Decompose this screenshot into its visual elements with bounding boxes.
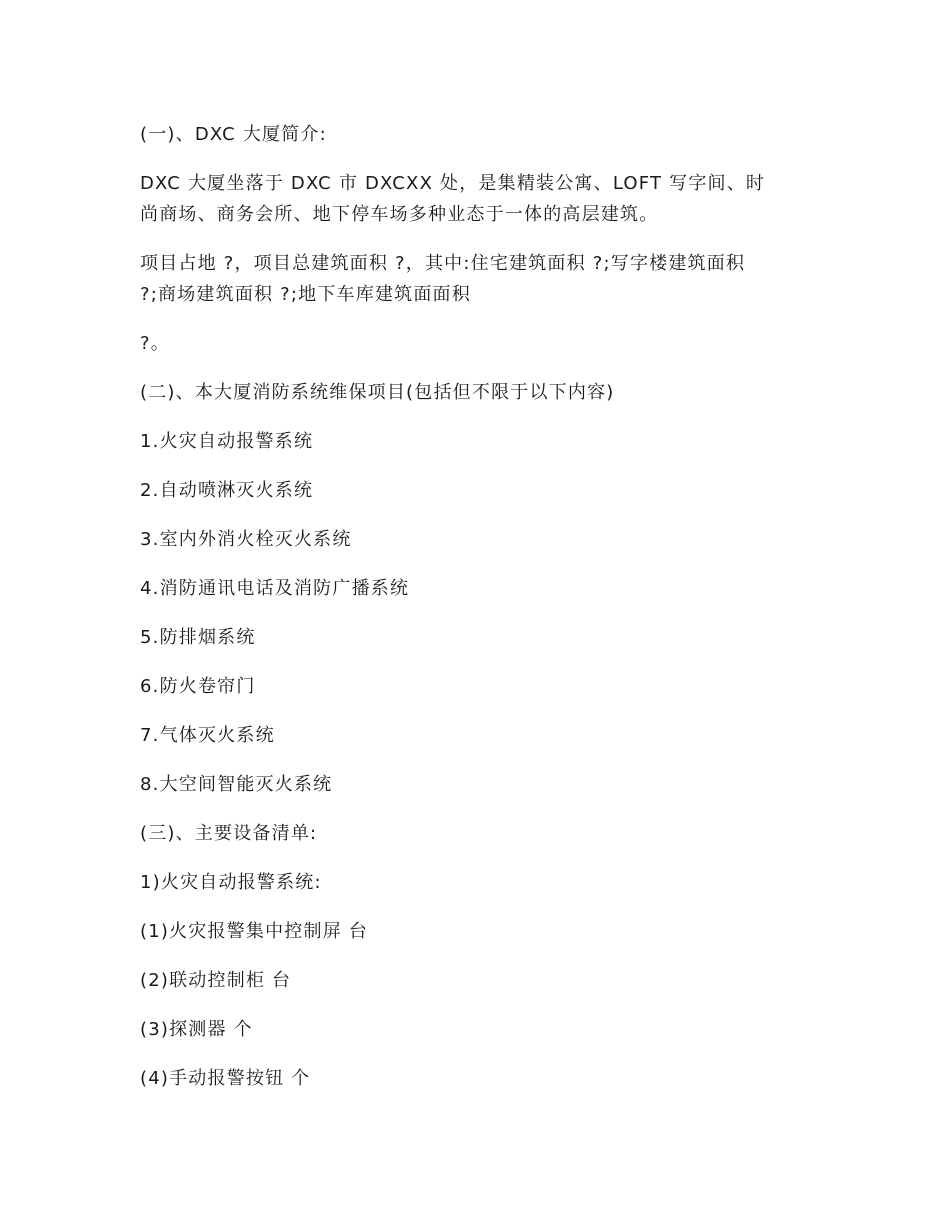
text-line: 6.防火卷帘门 [140,676,256,697]
list-item [140,622,820,653]
text-line: ?;商场建筑面积 ?;地下车库建筑面面积 [140,284,471,305]
list-item [140,524,820,555]
list-item [140,1063,820,1094]
text-line: DXC 大厦坐落于 DXC 市 DXCXX 处，是集精装公寓、LOFT 写字间、时 [140,173,766,194]
text-line: 项目占地 ?，项目总建筑面积 ?，其中:住宅建筑面积 ?;写字楼建筑面积 [140,253,746,274]
section-heading-intro [140,119,820,150]
text-line: ?。 [140,333,170,354]
document-body [140,119,820,1112]
intro-paragraph [140,168,820,230]
list-item [140,573,820,604]
list-item [140,426,820,457]
text-line: (二)、本大厦消防系统维保项目(包括但不限于以下内容) [140,382,615,403]
text-line: 1.火灾自动报警系统 [140,431,314,452]
text-line: 3.室内外消火栓灭火系统 [140,529,352,550]
text-line: 1)火灾自动报警系统: [140,872,322,893]
section-heading-equipment [140,818,820,849]
text-line: (4)手动报警按钮 个 [140,1068,311,1089]
list-item [140,720,820,751]
list-item [140,769,820,800]
text-line: 4.消防通讯电话及消防广播系统 [140,578,410,599]
list-item [140,475,820,506]
text-line: (2)联动控制柜 台 [140,970,292,991]
text-line: 8.大空间智能灭火系统 [140,774,333,795]
text-line: (三)、主要设备清单: [140,823,318,844]
text-line: 尚商场、商务会所、地下停车场多种业态于一体的高层建筑。 [140,204,659,225]
area-paragraph [140,248,820,310]
list-item [140,916,820,947]
text-line: (1)火灾报警集中控制屏 台 [140,921,369,942]
list-item [140,1014,820,1045]
subsection-heading [140,867,820,898]
list-item [140,965,820,996]
text-line: 2.自动喷淋灭火系统 [140,480,314,501]
text-line: (一)、DXC 大厦简介: [140,124,327,145]
text-line: 5.防排烟系统 [140,627,256,648]
list-item [140,671,820,702]
text-line: (3)探测器 个 [140,1019,253,1040]
area-paragraph-continued [140,328,820,359]
section-heading-maintenance [140,377,820,408]
text-line: 7.气体灭火系统 [140,725,275,746]
